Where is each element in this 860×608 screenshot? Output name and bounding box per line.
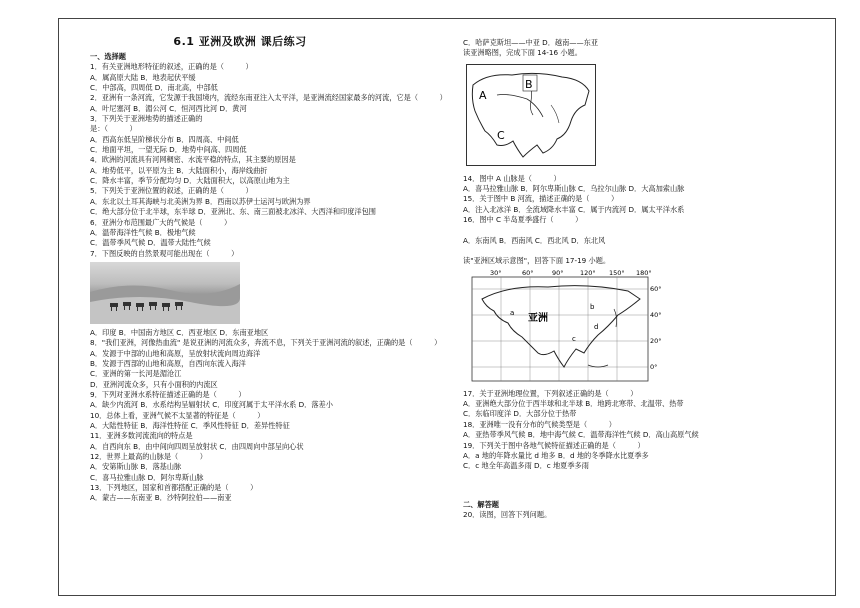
- question-line: C．哈萨克斯坦——中亚 D．越南——东亚: [463, 38, 599, 47]
- question-line: A．东北以土耳其海峡与北美洲为界 B．西南以苏伊士运河与欧洲为界: [90, 196, 311, 206]
- question-line: A．地势低平，以平原为主 B．大陆面积小，海岸线曲折: [90, 165, 268, 175]
- map2-lon-label: 90°: [552, 268, 564, 277]
- question-line: C．地面平坦，一望无际 D．地势中间高、四周低: [90, 145, 247, 155]
- question-line: A．大陆性特征 B．海洋性特征 C．季风性特征 D．差异性特征: [90, 420, 290, 430]
- question-line: 11．亚洲多数河流流向的特点是: [90, 431, 193, 441]
- question-line: C．喜马拉雅山脉 D．阿尔卑斯山脉: [90, 472, 204, 482]
- question-line: C．亚洲的第一长河是湄沧江: [90, 369, 182, 379]
- question-line: A．西高东低呈阶梯状分布 B．四周高、中间低: [90, 134, 239, 144]
- question-line: 3．下列关于亚洲地势的描述正确的: [90, 114, 203, 124]
- map2-lon-label: 30°: [490, 268, 502, 277]
- map1-label-a: A: [479, 88, 487, 102]
- question-line: 20．读图，回答下列问题。: [463, 509, 552, 519]
- map1-label-c: C: [497, 128, 505, 142]
- section-heading-choice: 一、选择题: [90, 52, 126, 61]
- question-line: A．蒙古——东南亚 B．沙特阿拉伯——南亚: [90, 493, 232, 503]
- map2-point-d: d: [594, 322, 599, 331]
- question-line: A．亚热带季风气候 B．地中海气候 C．温带海洋性气候 D．高山高原气候: [463, 430, 699, 440]
- map2-lon-label: 150°: [609, 268, 625, 277]
- map2-lon-label: 60°: [522, 268, 534, 277]
- question-line: C．东临印度洋 D．大部分位于热带: [463, 409, 577, 419]
- right-question-block-c: [463, 389, 813, 472]
- right-question-block-b: [463, 174, 813, 267]
- map2-lat-label: 40°: [650, 310, 662, 319]
- question-line: 是：（ ）: [90, 124, 137, 134]
- question-line: A．属高原大陆 B．地表起伏平缓: [90, 72, 196, 82]
- question-line: 5．下列关于亚洲位置的叙述，正确的是（ ）: [90, 186, 253, 196]
- map1-label-b: B: [525, 77, 533, 91]
- right-question-block-d: [463, 500, 813, 521]
- page-title: 6.1 亚洲及欧洲 课后练习: [173, 35, 307, 48]
- question-line: 读"亚洲区域示意图"，回答下面 17-19 小题。: [463, 256, 611, 266]
- map2-lat-label: 0°: [650, 362, 658, 371]
- question-line: A．温带海洋性气候 B．极地气候: [90, 227, 196, 237]
- map2-lat-label: 20°: [650, 336, 662, 345]
- question-line: 12．世界上最高的山脉是（ ）: [90, 452, 207, 461]
- desert-landscape-image: [90, 262, 240, 324]
- question-line: A．喜马拉雅山脉 B．阿尔卑斯山脉 C．乌拉尔山脉 D．大高加索山脉: [463, 184, 685, 194]
- question-line: 二、解答题: [463, 499, 499, 509]
- question-line: A．自西向东 B．由中间向四周呈放射状 C．由四周向中部呈向心状: [90, 441, 304, 451]
- map2-point-b: b: [590, 302, 595, 311]
- question-line: A．印度 B．中国南方地区 C．西亚地区 D．东南亚地区: [90, 327, 269, 337]
- question-line: 9．下列对亚洲水系特征描述正确的是（ ）: [90, 389, 246, 399]
- question-line: [463, 246, 813, 256]
- desert-camel-photo: [90, 262, 240, 324]
- question-line: C．温带季风气候 D．温带大陆性气候: [90, 238, 211, 248]
- question-line: A．缺少内流河 B．水系结构呈辐射状 C．印度河属于太平洋水系 D．落差小: [90, 400, 333, 410]
- map2-center-label: 亚洲: [528, 312, 548, 324]
- question-line: B．发源于西部的山地和高原，自西向东流入海洋: [90, 358, 246, 368]
- right-question-block-a: [463, 38, 813, 59]
- question-line: 7．下图反映的自然景观可能出现在（ ）: [90, 248, 239, 258]
- question-line: 8．"我们亚洲，河像热血流" 是说亚洲的河流众多，奔流不息，下列关于亚洲河流的叙述，正确的是（ ）: [90, 338, 442, 348]
- question-line: C．绝大部分位于北半球，东半球 D．亚洲北、东、南三面被北冰洋、大西洋和印度洋包围: [90, 207, 376, 217]
- question-line: C．中部高，四周低 D．南北高，中部低: [90, 83, 218, 93]
- question-line: A．a 地的年降水量比 d 地多 B．d 地的冬季降水比夏季多: [463, 450, 649, 460]
- map2-lon-label: 120°: [580, 268, 596, 277]
- question-line: A．东南风 B．西南风 C．西北风 D．东北风: [463, 235, 606, 245]
- asia-outline-map: [467, 65, 595, 165]
- question-line: 2．亚洲有一条河流，它发源于我国境内，流经东南亚注入太平洋，是亚洲流经国家最多的河流，它是（ ）: [90, 93, 447, 103]
- question-line: A．发源于中部的山地和高原，呈放射状流向周边海洋: [90, 348, 261, 358]
- question-line: A．安第斯山脉 B．落基山脉: [90, 462, 182, 472]
- map2-lon-label: 180°: [636, 268, 652, 277]
- question-line: 13．下列地区，国家和首都搭配正确的是（ ）: [90, 483, 258, 493]
- left-column: [90, 35, 447, 504]
- asia-sketch-map: [466, 64, 596, 166]
- question-line: 1．有关亚洲地形特征的叙述，正确的是（ ）: [90, 62, 253, 72]
- question-line: D．亚洲河流众多，只有小面积的内流区: [90, 379, 218, 389]
- question-line: 14．图中 A 山脉是（ ）: [463, 173, 561, 183]
- question-line: 10．总体上看，亚洲气候不太显著的特征是（ ）: [90, 410, 265, 420]
- left-question-block-b: [90, 328, 440, 504]
- left-question-block-a: [90, 62, 447, 259]
- question-line: 6．亚洲分布范围最广大的气候是（ ）: [90, 217, 232, 227]
- question-line: 4．欧洲的河流具有河网稠密、水流平稳的特点，其主要的原因是: [90, 155, 296, 165]
- map2-point-a: a: [510, 308, 515, 317]
- question-line: C．降水丰富，季节分配均匀 D．大陆面积大，以高原山地为主: [90, 176, 290, 186]
- question-line: A．亚洲绝大部分位于西半球和北半球 B．地跨北寒带、北温带、热带: [463, 399, 684, 409]
- right-column: [463, 38, 813, 520]
- question-line: 16．图中 C 半岛夏季盛行（ ）: [463, 215, 583, 225]
- asia-region-map: [468, 269, 668, 383]
- question-line: 读亚洲略图，完成下面 14-16 小题。: [463, 48, 582, 58]
- question-line: 18．亚洲唯一没有分布的气候类型是（ ）: [463, 419, 616, 429]
- question-line: 15．关于图中 B 河流，描述正确的是（ ）: [463, 194, 619, 204]
- question-line: 19．下列关于图中各地气候特征描述正确的是（ ）: [463, 440, 645, 450]
- map2-lat-label: 60°: [650, 284, 662, 293]
- question-line: A．叶尼塞河 B．湄公河 C．恒河西比河 D．黄河: [90, 103, 247, 113]
- question-line: C．c 地全年高温多雨 D．c 地夏季多雨: [463, 461, 589, 471]
- question-line: [463, 225, 813, 235]
- map2-point-c: c: [572, 334, 576, 343]
- asia-region-grid-map: [468, 269, 668, 383]
- question-line: 17．关于亚洲地理位置，下列叙述正确的是（ ）: [463, 388, 638, 398]
- question-line: A．注入北冰洋 B．全流域降水丰富 C．属于内流河 D．属太平洋水系: [463, 204, 685, 214]
